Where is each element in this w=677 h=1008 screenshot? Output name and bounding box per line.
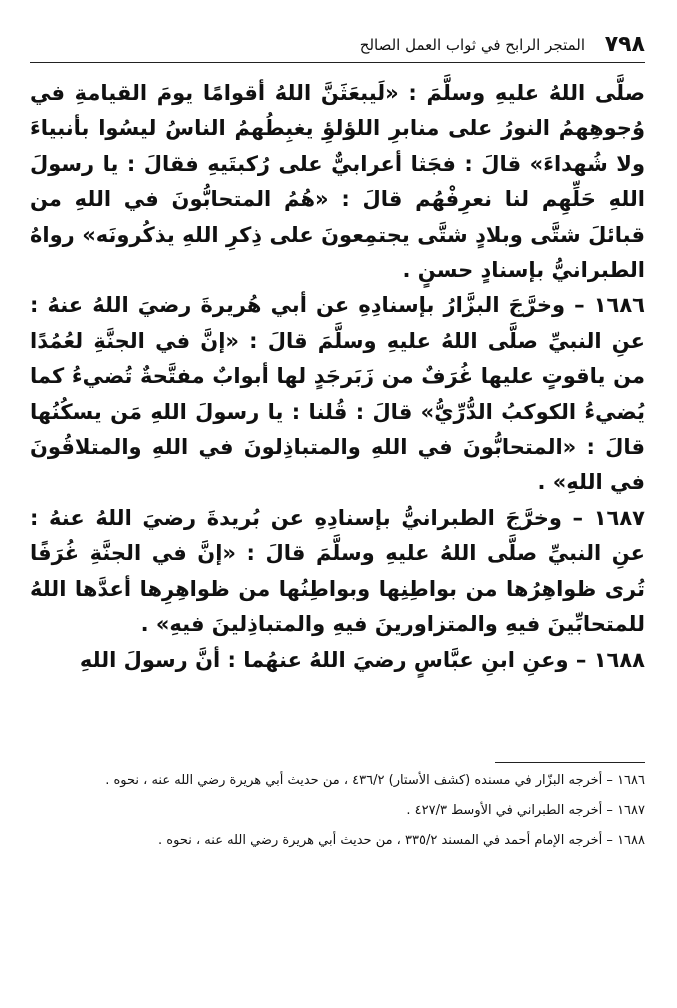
footnote-rule [495, 762, 645, 763]
main-text [30, 76, 645, 678]
footnote-1687: ١٦٨٧ – أخرجه الطبراني في الأوسط ٤٢٧/٣ . [406, 803, 645, 818]
footnote-1688: ١٦٨٨ – أخرجه الإمام أحمد في المسند ٣٣٥/٢ ، من حديث أبي هريرة رضي الله عنه ، نحوه . [158, 833, 645, 848]
paragraph-hadith-1688: ١٦٨٨ – وعنِ ابنِ عبَّاسٍ رضيَ اللهُ عنهُما : أنَّ رسولَ اللهِ [79, 647, 645, 672]
paragraph-hadith-1687: ١٦٨٧ – وخرَّجَ الطبرانيُّ بإسنادِهِ عن بُريدةَ رضيَ اللهُ عنهُ : عنِ النبيِّ صلَّى اللهُ عليهِ وسلَّمَ قالَ : «إنَّ في الجنَّةِ غُرَفًا تُرى ظواهِرُها من بواطِنِها وبواطِنُها من ظواهِرِها أعدَّها اللهُ للمتحابِّينَ فيهِ والمتزاورينَ فيهِ والمتباذِلينَ فيهِ» . [30, 505, 645, 637]
footnote-1686: ١٦٨٦ – أخرجه البزّار في مسنده (كشف الأستار) ٤٣٦/٢ ، من حديث أبي هريرة رضي الله عنه ، نحوه . [105, 773, 645, 788]
footnotes [30, 770, 645, 860]
paragraph-hadith-continuation: صلَّى اللهُ عليهِ وسلَّمَ : «لَيبعَثَنَّ اللهُ أقوامًا يومَ القيامةِ في وُجوهِهمُ النورُ على منابرِ اللؤلؤِ يغبِطُهمُ الناسُ ليسُوا بأنبياءَ ولا شُهداءَ» قالَ : فجَثا أعرابيٌّ على رُكبتَيهِ فقالَ : يا رسولَ اللهِ حَلِّهِم لنا نعرِفْهُم قالَ : «هُمُ المتحابُّونَ في اللهِ من قبائلَ شتَّى وبلادٍ شتَّى يجتمِعونَ على ذِكرِ اللهِ يذكُرونَه» رواهُ الطبرانيُّ بإسنادٍ حسنٍ . [30, 81, 645, 283]
page-header [30, 32, 645, 62]
book-page [30, 20, 645, 990]
running-title: المتجر الرابح في ثواب العمل الصالح [359, 36, 585, 54]
paragraph-hadith-1686: ١٦٨٦ – وخرَّجَ البزَّارُ بإسنادِهِ عن أبي هُريرةَ رضيَ اللهُ عنهُ : عنِ النبيِّ صلَّى اللهُ عليهِ وسلَّمَ قالَ : «إنَّ في الجنَّةِ لعُمُدًا من ياقوتٍ عليها غُرَفٌ من زَبَرجَدٍ لها أبوابٌ مفتَّحةٌ تُضيءُ كما يُضيءُ الكوكبُ الدُّرِّيُّ» قالَ : قُلنا : يا رسولَ اللهِ مَن يسكُنُها قالَ : «المتحابُّونَ في اللهِ والمتباذِلونَ في اللهِ والمتلاقُونَ في اللهِ» . [30, 293, 645, 495]
page-number: ٧٩٨ [604, 32, 645, 57]
header-rule [30, 62, 645, 63]
